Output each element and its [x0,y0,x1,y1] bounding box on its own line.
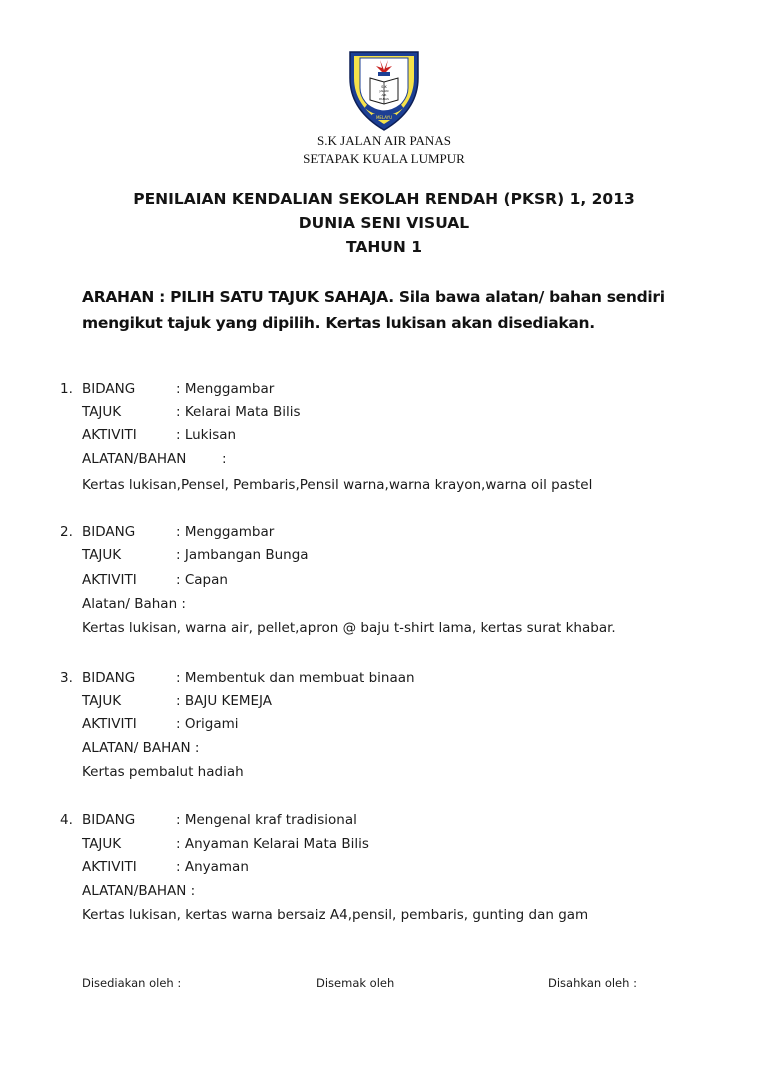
approved-by-label: Disahkan oleh : [548,976,637,990]
school-crest-logo [344,48,424,132]
tajuk-label: TAJUK [82,836,122,852]
assessment-title: PENILAIAN KENDALIAN SEKOLAH RENDAH (PKSR) 1, 2013 [133,190,635,208]
svg-text:S.K: S.K [381,85,387,89]
alatan-value: Kertas lukisan,Pensel, Pembaris,Pensil warna,warna krayon,warna oil pastel [82,477,593,493]
item-number: 4. [60,812,73,828]
alatan-value: Kertas pembalut hadiah [82,764,244,780]
alatan-colon: : [222,451,227,467]
alatan-label: Alatan/ Bahan : [82,596,186,612]
prepared-by-label: Disediakan oleh : [82,976,182,990]
bidang-label: BIDANG [82,381,136,397]
bidang-value: : Membentuk dan membuat binaan [176,670,415,686]
alatan-label: ALATAN/BAHAN : [82,883,196,899]
bidang-value: : Menggambar [176,381,275,397]
checked-by-label: Disemak oleh [316,976,395,990]
aktiviti-label: AKTIVITI [82,572,137,588]
year-title: TAHUN 1 [345,238,423,256]
instructions-line-2: mengikut tajuk yang dipilih. Kertas lukisan akan disediakan. [82,314,595,332]
aktiviti-label: AKTIVITI [82,427,137,443]
bidang-value: : Menggambar [176,524,275,540]
instructions [82,284,722,336]
tajuk-label: TAJUK [82,693,122,709]
item-number: 1. [60,381,73,397]
aktiviti-value: : Origami [176,716,239,732]
svg-text:PANAS: PANAS [379,97,389,101]
svg-text:MELAYU: MELAYU [375,115,393,120]
tajuk-value: : Kelarai Mata Bilis [176,404,301,420]
aktiviti-value: : Capan [176,572,228,588]
bidang-label: BIDANG [82,524,136,540]
tajuk-value: : Anyaman Kelarai Mata Bilis [176,836,369,852]
tajuk-value: : BAJU KEMEJA [176,693,273,709]
item-number: 2. [60,524,73,540]
aktiviti-label: AKTIVITI [82,716,137,732]
school-name: S.K JALAN AIR PANAS [317,133,451,148]
aktiviti-value: : Lukisan [176,427,237,443]
aktiviti-value: : Anyaman [176,859,249,875]
bidang-label: BIDANG [82,812,136,828]
alatan-value: Kertas lukisan, kertas warna bersaiz A4,pensil, pembaris, gunting dan gam [82,907,589,923]
aktiviti-label: AKTIVITI [82,859,137,875]
alatan-label: ALATAN/BAHAN [82,451,187,467]
item-number: 3. [60,670,73,686]
tajuk-label: TAJUK [82,547,122,563]
bidang-value: : Mengenal kraf tradisional [176,812,357,828]
svg-text:AIR: AIR [381,93,387,97]
school-location: SETAPAK KUALA LUMPUR [303,151,465,166]
subject-title: DUNIA SENI VISUAL [298,214,470,232]
alatan-value: Kertas lukisan, warna air, pellet,apron @ baju t-shirt lama, kertas surat khabar. [82,620,616,636]
svg-text:JALAN: JALAN [379,89,389,93]
instructions-line-1: ARAHAN : PILIH SATU TAJUK SAHAJA. Sila bawa alatan/ bahan sendiri [82,288,665,306]
alatan-label: ALATAN/ BAHAN : [82,740,200,756]
tajuk-label: TAJUK [82,404,122,420]
tajuk-value: : Jambangan Bunga [176,547,309,563]
bidang-label: BIDANG [82,670,136,686]
